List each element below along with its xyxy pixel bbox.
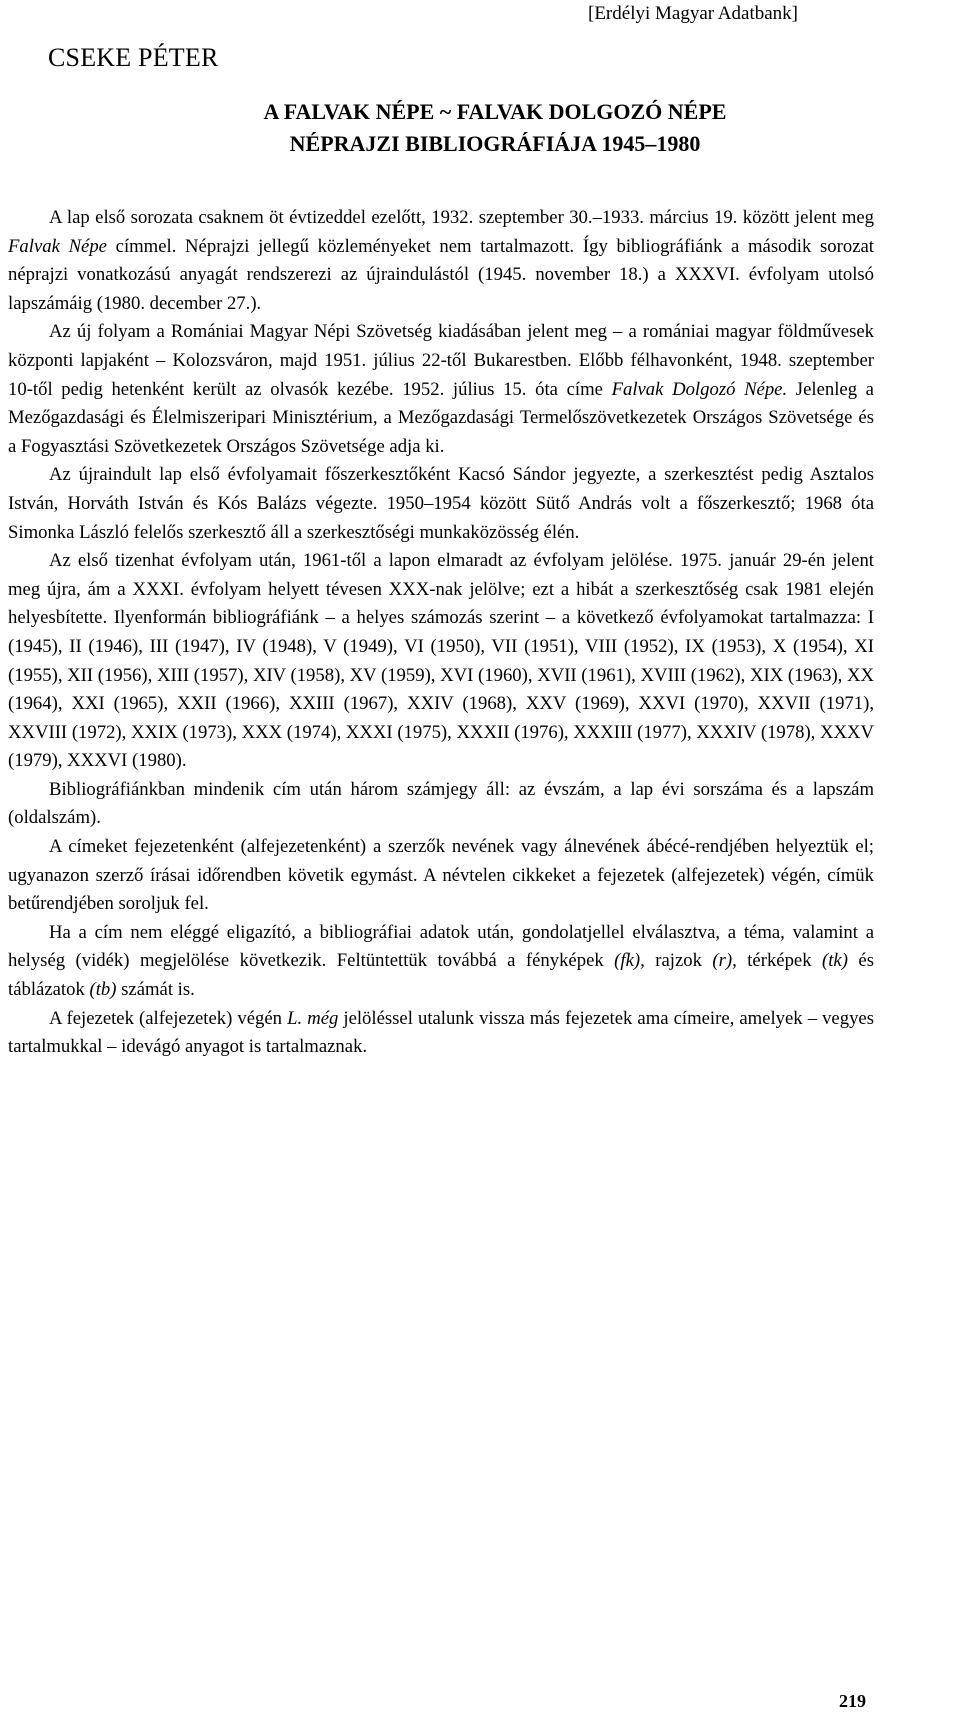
paragraph-8: A fejezetek (alfejezetek) végén L. még jelöléssel utalunk vissza más fejezetek ama címeire, amelyek – vegyes tartalmukkal – idevágó anyagot is tartalmaznak. [8,1007,874,1058]
article-title [0,96,960,160]
paragraph-2: Az új folyam a Romániai Magyar Népi Szövetség kiadásában jelent meg – a romániai magyar földművesek központi lapjaként – Kolozsváron, majd 1951. július 22-től Bukarestben. Előbb félhavonként, 1948. szeptember 10-től pedig hetenként került az olvasók kezébe. 1952. július 15. óta címe Falvak Dolgozó Népe. Jelenleg a Mezőgazdasági és Élelmiszeripari Minisztérium, a Mezőgazdasági Termelőszövetkezetek Országos Szövetsége és a Fogyasztási Szövetkezetek Országos Szövetsége adja ki. [8,321,874,457]
paragraph-4: Az első tizenhat évfolyam után, 1961-től a lapon elmaradt az évfolyam jelölése. 1975. január 29-én jelent meg újra, ám a XXXI. évfolyam helyett tévesen XXX-nak jelölve; ezt a hibát a szerkesztőség csak 1981 elején helyesbítette. Ilyenformán bibliográfiánk – a helyes számozás szerint – a következő évfolyamokat tartalmazza: I (1945), II (1946), III (1947), IV (1948), V (1949), VI (1950), VII (1951), VIII (1952), IX (1953), X (1954), XI (1955), XII (1956), XIII (1957), XIV (1958), XV (1959), XVI (1960), XVII (1961), XVIII (1962), XIX (1963), XX (1964), XXI (1965), XXII (1966), XXIII (1967), XXIV (1968), XXV (1969), XXVI (1970), XXVII (1971), XXVIII (1972), XXIX (1973), XXX (1974), XXXI (1975), XXXII (1976), XXXIII (1977), XXXIV (1978), XXXV (1979), XXXVI (1980). [8,550,875,772]
title-line-1: A FALVAK NÉPE ~ FALVAK DOLGOZÓ NÉPE [263,99,727,124]
source-label: [Erdélyi Magyar Adatbank] [588,3,798,24]
title-line-2: NÉPRAJZI BIBLIOGRÁFIÁJA 1945–1980 [289,131,701,156]
paragraph-5: Bibliográfiánkban mindenik cím után három számjegy áll: az évszám, a lap évi sorszáma és a lapszám (oldalszám). [8,778,874,829]
paragraph-1: A lap első sorozata csaknem öt évtizeddel ezelőtt, 1932. szeptember 30.–1933. március 19. között jelent meg Falvak Népe címmel. Néprajzi jellegű közleményeket nem tartalmazott. Így bibliográfiánk a második sorozat néprajzi vonatkozású anyagát rendszerezi az újraindulástól (1945. november 18.) a XXXVI. évfolyam utolsó lapszámáig (1980. december 27.). [8,207,874,314]
paragraph-7: Ha a cím nem eléggé eligazító, a bibliográfiai adatok után, gondolatjellel elválasztva, a téma, valamint a helység (vidék) megjelölése következik. Feltüntettük továbbá a fényképek (fk), rajzok (r), térképek (tk) és táblázatok (tb) számát is. [8,921,874,1001]
paragraph-6: A címeket fejezetenként (alfejezetenként) a szerzők nevének vagy álnevének ábécé-rendjében helyeztük el; ugyanazon szerző írásai időrendben követik egymást. A névtelen cikkeket a fejezetek (alfejezetek) végén, címük betűrendjében soroljuk fel. [8,836,874,915]
author-name: CSEKE PÉTER [48,43,219,72]
article-body [8,204,874,1062]
paragraph-3: Az újraindult lap első évfolyamait főszerkesztőként Kacsó Sándor jegyezte, a szerkesztést pedig Asztalos István, Horváth István és Kós Balázs végezte. 1950–1954 között Sütő András volt a főszerkesztő; 1968 óta Simonka László felelős szerkesztő áll a szerkesztőségi munkaközösség élén. [8,464,874,543]
page-number: 219 [839,1691,866,1711]
